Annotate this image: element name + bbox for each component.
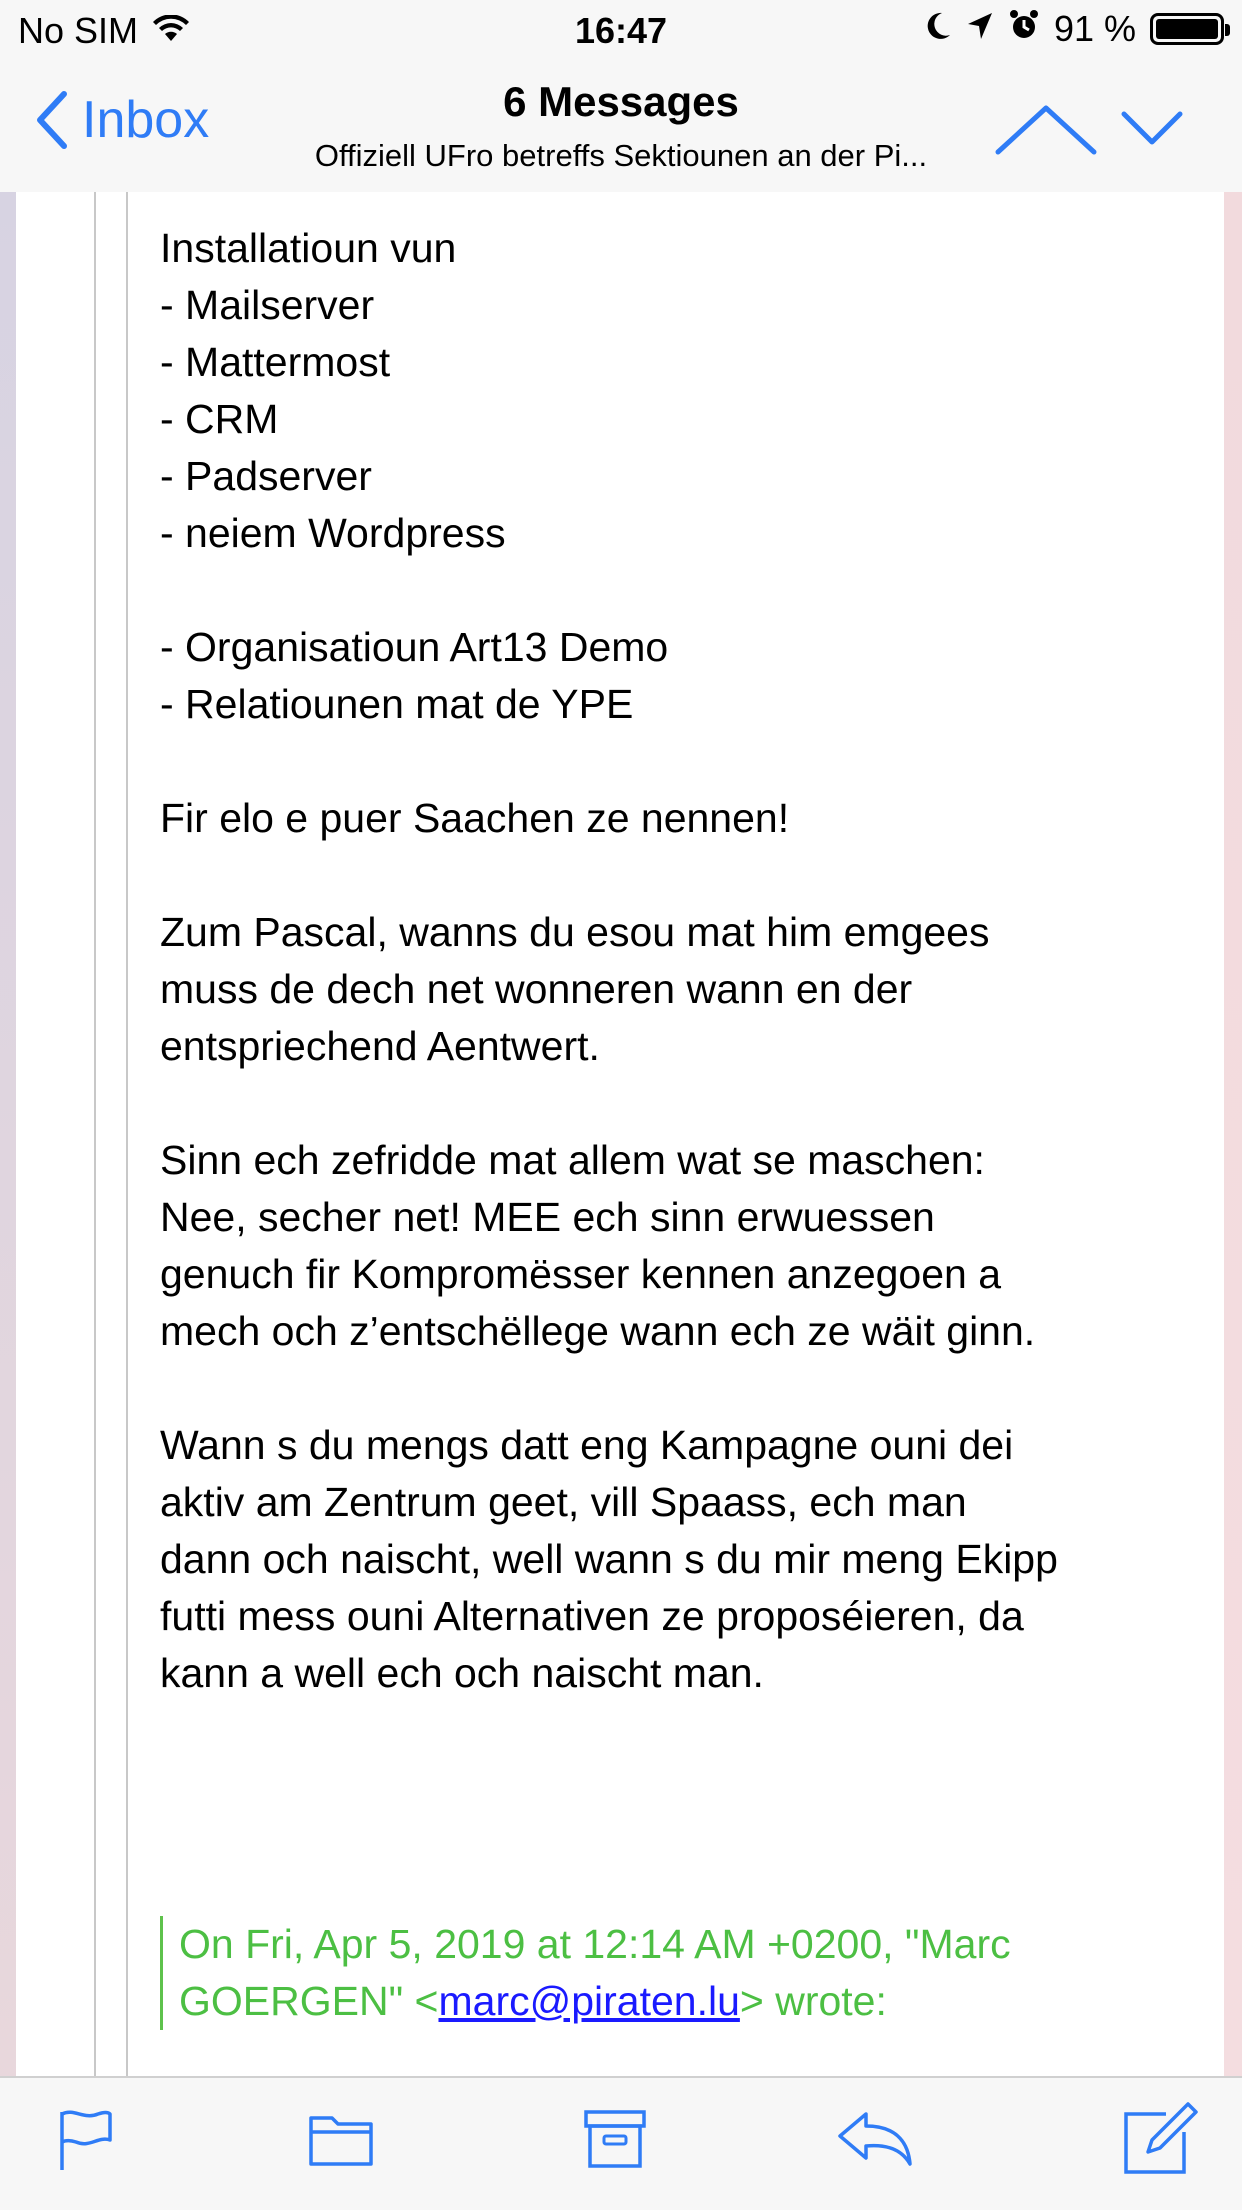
message-line: Fir elo e puer Saachen ze nennen!: [160, 795, 790, 841]
message-line: [160, 733, 1200, 790]
background-edge-left: [0, 192, 16, 2076]
back-label: Inbox: [82, 91, 210, 149]
message-line: futti mess ouni Alternativen ze proposéieren, da: [160, 1593, 1024, 1639]
location-icon: [966, 8, 994, 50]
message-line: genuch fir Kompromësser kennen anzegoen a: [160, 1251, 1002, 1297]
message-line: dann och naischt, well wann s du mir meng Ekipp: [160, 1536, 1058, 1582]
message-line: Nee, secher net! MEE ech sinn erwuessen: [160, 1194, 935, 1240]
message-line: - Relatiounen mat de YPE: [160, 681, 634, 727]
message-line: - neiem Wordpress: [160, 510, 506, 556]
reply-icon: [836, 2108, 914, 2168]
message-line: Wann s du mengs datt eng Kampagne ouni dei: [160, 1422, 1014, 1468]
quote-bar: [94, 192, 96, 2076]
quote-header-line: On Fri, Apr 5, 2019 at 12:14 AM +0200, "Marc: [179, 1921, 1011, 1967]
message-line: muss de dech net wonneren wann en der: [160, 966, 913, 1012]
flag-button[interactable]: [56, 2108, 116, 2179]
sender-email-link[interactable]: marc@piraten.lu: [438, 1978, 740, 2024]
archive-button[interactable]: [584, 2108, 646, 2175]
navigation-bar: [0, 62, 1242, 194]
archive-icon: [584, 2108, 646, 2170]
quote-sender-name: GOERGEN" <: [179, 1978, 439, 2024]
carrier-label: No SIM: [18, 10, 139, 51]
message-line: - Organisatioun Art13 Demo: [160, 624, 669, 670]
reply-button[interactable]: [836, 2108, 914, 2173]
message-line: mech och z’entschëllege wann ech ze wäit ginn.: [160, 1308, 1036, 1354]
message-text: [160, 220, 1200, 1702]
chevron-down-icon: [1120, 100, 1184, 160]
previous-message-button[interactable]: [994, 100, 1098, 165]
message-line: Zum Pascal, wanns du esou mat him emgees: [160, 909, 990, 955]
quote-header-line: [179, 1973, 1200, 2030]
chevron-up-icon: [994, 100, 1098, 160]
page-title: 6 Messages: [503, 78, 739, 125]
alarm-icon: [1008, 8, 1040, 50]
message-line: entspriechend Aentwert.: [160, 1023, 600, 1069]
move-to-folder-button[interactable]: [308, 2108, 374, 2173]
message-line: - Mattermost: [160, 339, 391, 385]
message-body[interactable]: [0, 192, 1242, 2076]
message-line: Sinn ech zefridde mat allem wat se maschen:: [160, 1137, 985, 1183]
background-edge-right: [1224, 192, 1242, 2076]
status-bar: [0, 0, 1242, 62]
message-line: - Padserver: [160, 453, 372, 499]
chevron-left-icon: [34, 90, 68, 150]
message-line: [160, 562, 1200, 619]
moon-icon: [926, 8, 952, 50]
quoted-header: [160, 1916, 1200, 2030]
message-line: [160, 847, 1200, 904]
quote-wrote: > wrote:: [739, 1978, 887, 2024]
bottom-toolbar: [0, 2076, 1242, 2210]
message-line: [160, 1075, 1200, 1132]
message-line: [160, 1360, 1200, 1417]
message-line: - Mailserver: [160, 282, 375, 328]
message-line: aktiv am Zentrum geet, vill Spaass, ech man: [160, 1479, 967, 1525]
thread-subject: Offiziell UFro betreffs Sektiounen an der Pi...: [314, 138, 928, 173]
flag-icon: [56, 2108, 116, 2174]
battery-percent: 91 %: [1053, 8, 1136, 49]
compose-icon: [1122, 2100, 1198, 2176]
status-time: 16:47: [574, 10, 668, 51]
message-line: Installatioun vun: [160, 225, 457, 271]
compose-button[interactable]: [1122, 2100, 1198, 2181]
back-button[interactable]: [34, 90, 209, 150]
message-line: - CRM: [160, 396, 279, 442]
quote-bar: [126, 192, 128, 2076]
battery-icon: [1150, 13, 1224, 45]
message-line: kann a well ech och naischt man.: [160, 1650, 764, 1696]
next-message-button[interactable]: [1120, 100, 1184, 165]
status-right: [926, 8, 1224, 50]
folder-icon: [308, 2108, 374, 2168]
